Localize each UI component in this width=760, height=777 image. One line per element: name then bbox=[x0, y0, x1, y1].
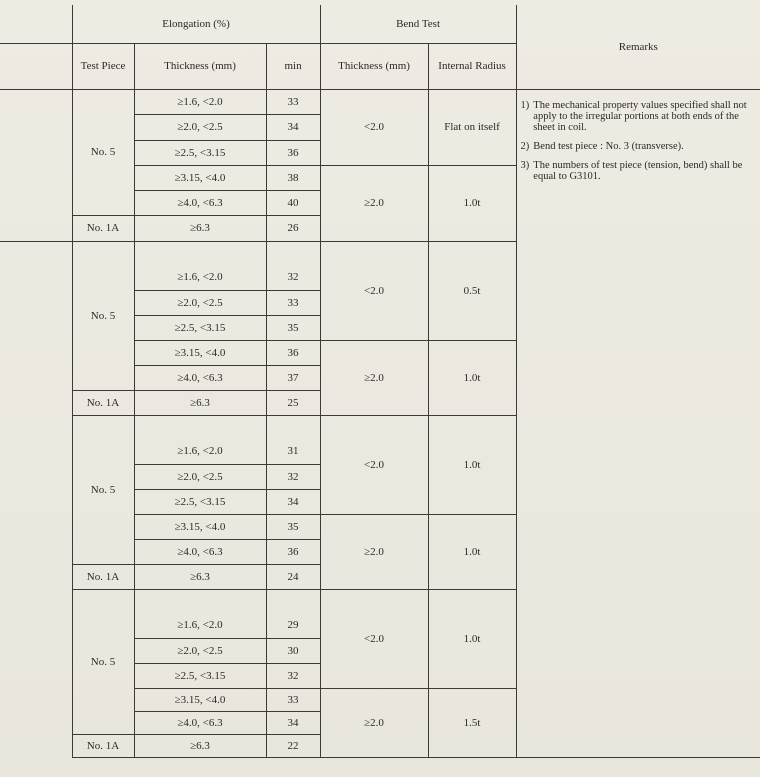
remark-text: The numbers of test piece (tension, bend) shall be equal to G3101. bbox=[533, 159, 743, 182]
remark-text: The mechanical property values specified shall not apply to the irregular portions at both ends of the sheet in coil. bbox=[533, 99, 747, 133]
min-cell: 35 bbox=[266, 514, 320, 539]
remark-item bbox=[521, 100, 755, 133]
remarks-cell bbox=[516, 89, 760, 757]
bend-thickness-cell: <2.0 bbox=[320, 589, 428, 688]
internal-radius-cell: 1.5t bbox=[428, 688, 516, 757]
min-cell: 36 bbox=[266, 140, 320, 165]
thickness-cell: ≥6.3 bbox=[134, 734, 266, 757]
min-cell: 36 bbox=[266, 539, 320, 564]
min-cell: 31 bbox=[266, 439, 320, 464]
min-cell: 25 bbox=[266, 390, 320, 415]
grade-label-cell bbox=[0, 589, 72, 757]
thickness-cell: ≥1.6, <2.0 bbox=[134, 265, 266, 290]
thickness-cell: ≥1.6, <2.0 bbox=[134, 613, 266, 638]
min-cell: 33 bbox=[266, 89, 320, 114]
thickness-cell: ≥4.0, <6.3 bbox=[134, 539, 266, 564]
thickness-cell: ≥2.0, <2.5 bbox=[134, 114, 266, 140]
bend-thickness-cell: ≥2.0 bbox=[320, 688, 428, 757]
internal-radius-cell: 1.0t bbox=[428, 514, 516, 589]
grade-label-cell bbox=[0, 415, 72, 589]
spacer-cell bbox=[134, 415, 266, 439]
internal-radius-cell: 1.0t bbox=[428, 165, 516, 241]
spacer-cell bbox=[266, 415, 320, 439]
bend-thickness-cell: <2.0 bbox=[320, 89, 428, 165]
internal-radius-header: Internal Radius bbox=[428, 43, 516, 89]
thickness-cell: ≥4.0, <6.3 bbox=[134, 190, 266, 215]
thickness-cell: ≥6.3 bbox=[134, 564, 266, 589]
spacer-cell bbox=[266, 241, 320, 265]
remark-number: 3) bbox=[520, 159, 530, 171]
min-cell: 26 bbox=[266, 215, 320, 241]
label-column-subheader bbox=[0, 43, 72, 89]
test-piece-cell: No. 1A bbox=[72, 215, 134, 241]
bend-thickness-cell: <2.0 bbox=[320, 241, 428, 340]
remarks-header: Remarks bbox=[516, 5, 760, 89]
thickness-cell: ≥6.3 bbox=[134, 215, 266, 241]
thickness-cell: ≥2.0, <2.5 bbox=[134, 638, 266, 663]
min-cell: 29 bbox=[266, 613, 320, 638]
remark-item bbox=[521, 141, 755, 152]
spacer-cell bbox=[134, 589, 266, 613]
thickness-cell: ≥2.0, <2.5 bbox=[134, 464, 266, 489]
thickness-cell: ≥3.15, <4.0 bbox=[134, 165, 266, 190]
internal-radius-cell: Flat on itself bbox=[428, 89, 516, 165]
bend-thickness-cell: ≥2.0 bbox=[320, 514, 428, 589]
test-piece-cell: No. 1A bbox=[72, 390, 134, 415]
min-cell: 34 bbox=[266, 711, 320, 734]
thickness-cell: ≥3.15, <4.0 bbox=[134, 340, 266, 365]
thickness-cell: ≥2.0, <2.5 bbox=[134, 290, 266, 315]
thickness-cell: ≥1.6, <2.0 bbox=[134, 439, 266, 464]
internal-radius-cell: 1.0t bbox=[428, 589, 516, 688]
thickness-header: Thickness (mm) bbox=[134, 43, 266, 89]
remark-item bbox=[521, 160, 755, 182]
min-cell: 24 bbox=[266, 564, 320, 589]
thickness-cell: ≥6.3 bbox=[134, 390, 266, 415]
min-cell: 38 bbox=[266, 165, 320, 190]
thickness-cell: ≥2.5, <3.15 bbox=[134, 663, 266, 688]
thickness-cell: ≥2.5, <3.15 bbox=[134, 140, 266, 165]
thickness-cell: ≥4.0, <6.3 bbox=[134, 711, 266, 734]
elongation-header: Elongation (%) bbox=[72, 5, 320, 43]
min-cell: 36 bbox=[266, 340, 320, 365]
thickness-cell: ≥3.15, <4.0 bbox=[134, 688, 266, 711]
min-cell: 33 bbox=[266, 688, 320, 711]
thickness-cell: ≥1.6, <2.0 bbox=[134, 89, 266, 114]
spacer-cell bbox=[134, 241, 266, 265]
min-cell: 40 bbox=[266, 190, 320, 215]
test-piece-cell: No. 5 bbox=[72, 589, 134, 734]
label-column-header bbox=[0, 5, 72, 43]
test-piece-cell: No. 1A bbox=[72, 564, 134, 589]
test-piece-cell: No. 5 bbox=[72, 89, 134, 215]
spacer-cell bbox=[266, 589, 320, 613]
thickness-cell: ≥4.0, <6.3 bbox=[134, 365, 266, 390]
min-cell: 32 bbox=[266, 663, 320, 688]
thickness-cell: ≥2.5, <3.15 bbox=[134, 315, 266, 340]
min-cell: 32 bbox=[266, 265, 320, 290]
mechanical-properties-table bbox=[0, 5, 760, 758]
bend-thickness-cell: <2.0 bbox=[320, 415, 428, 514]
grade-label-cell bbox=[0, 89, 72, 241]
table-row bbox=[0, 89, 760, 114]
remark-number: 2) bbox=[520, 140, 530, 152]
test-piece-cell: No. 5 bbox=[72, 241, 134, 390]
min-cell: 32 bbox=[266, 464, 320, 489]
test-piece-cell: No. 5 bbox=[72, 415, 134, 564]
bend-thickness-cell: ≥2.0 bbox=[320, 165, 428, 241]
min-cell: 37 bbox=[266, 365, 320, 390]
remark-text: Bend test piece : No. 3 (transverse). bbox=[533, 140, 684, 152]
test-piece-header: Test Piece bbox=[72, 43, 134, 89]
internal-radius-cell: 1.0t bbox=[428, 340, 516, 415]
min-header: min bbox=[266, 43, 320, 89]
bend-test-header: Bend Test bbox=[320, 5, 516, 43]
min-cell: 35 bbox=[266, 315, 320, 340]
thickness-cell: ≥3.15, <4.0 bbox=[134, 514, 266, 539]
min-cell: 33 bbox=[266, 290, 320, 315]
grade-label-cell bbox=[0, 241, 72, 415]
bend-thickness-header: Thickness (mm) bbox=[320, 43, 428, 89]
thickness-cell: ≥2.5, <3.15 bbox=[134, 489, 266, 514]
min-cell: 34 bbox=[266, 489, 320, 514]
test-piece-cell: No. 1A bbox=[72, 734, 134, 757]
min-cell: 30 bbox=[266, 638, 320, 663]
min-cell: 34 bbox=[266, 114, 320, 140]
internal-radius-cell: 0.5t bbox=[428, 241, 516, 340]
internal-radius-cell: 1.0t bbox=[428, 415, 516, 514]
min-cell: 22 bbox=[266, 734, 320, 757]
remark-number: 1) bbox=[520, 99, 530, 111]
bend-thickness-cell: ≥2.0 bbox=[320, 340, 428, 415]
